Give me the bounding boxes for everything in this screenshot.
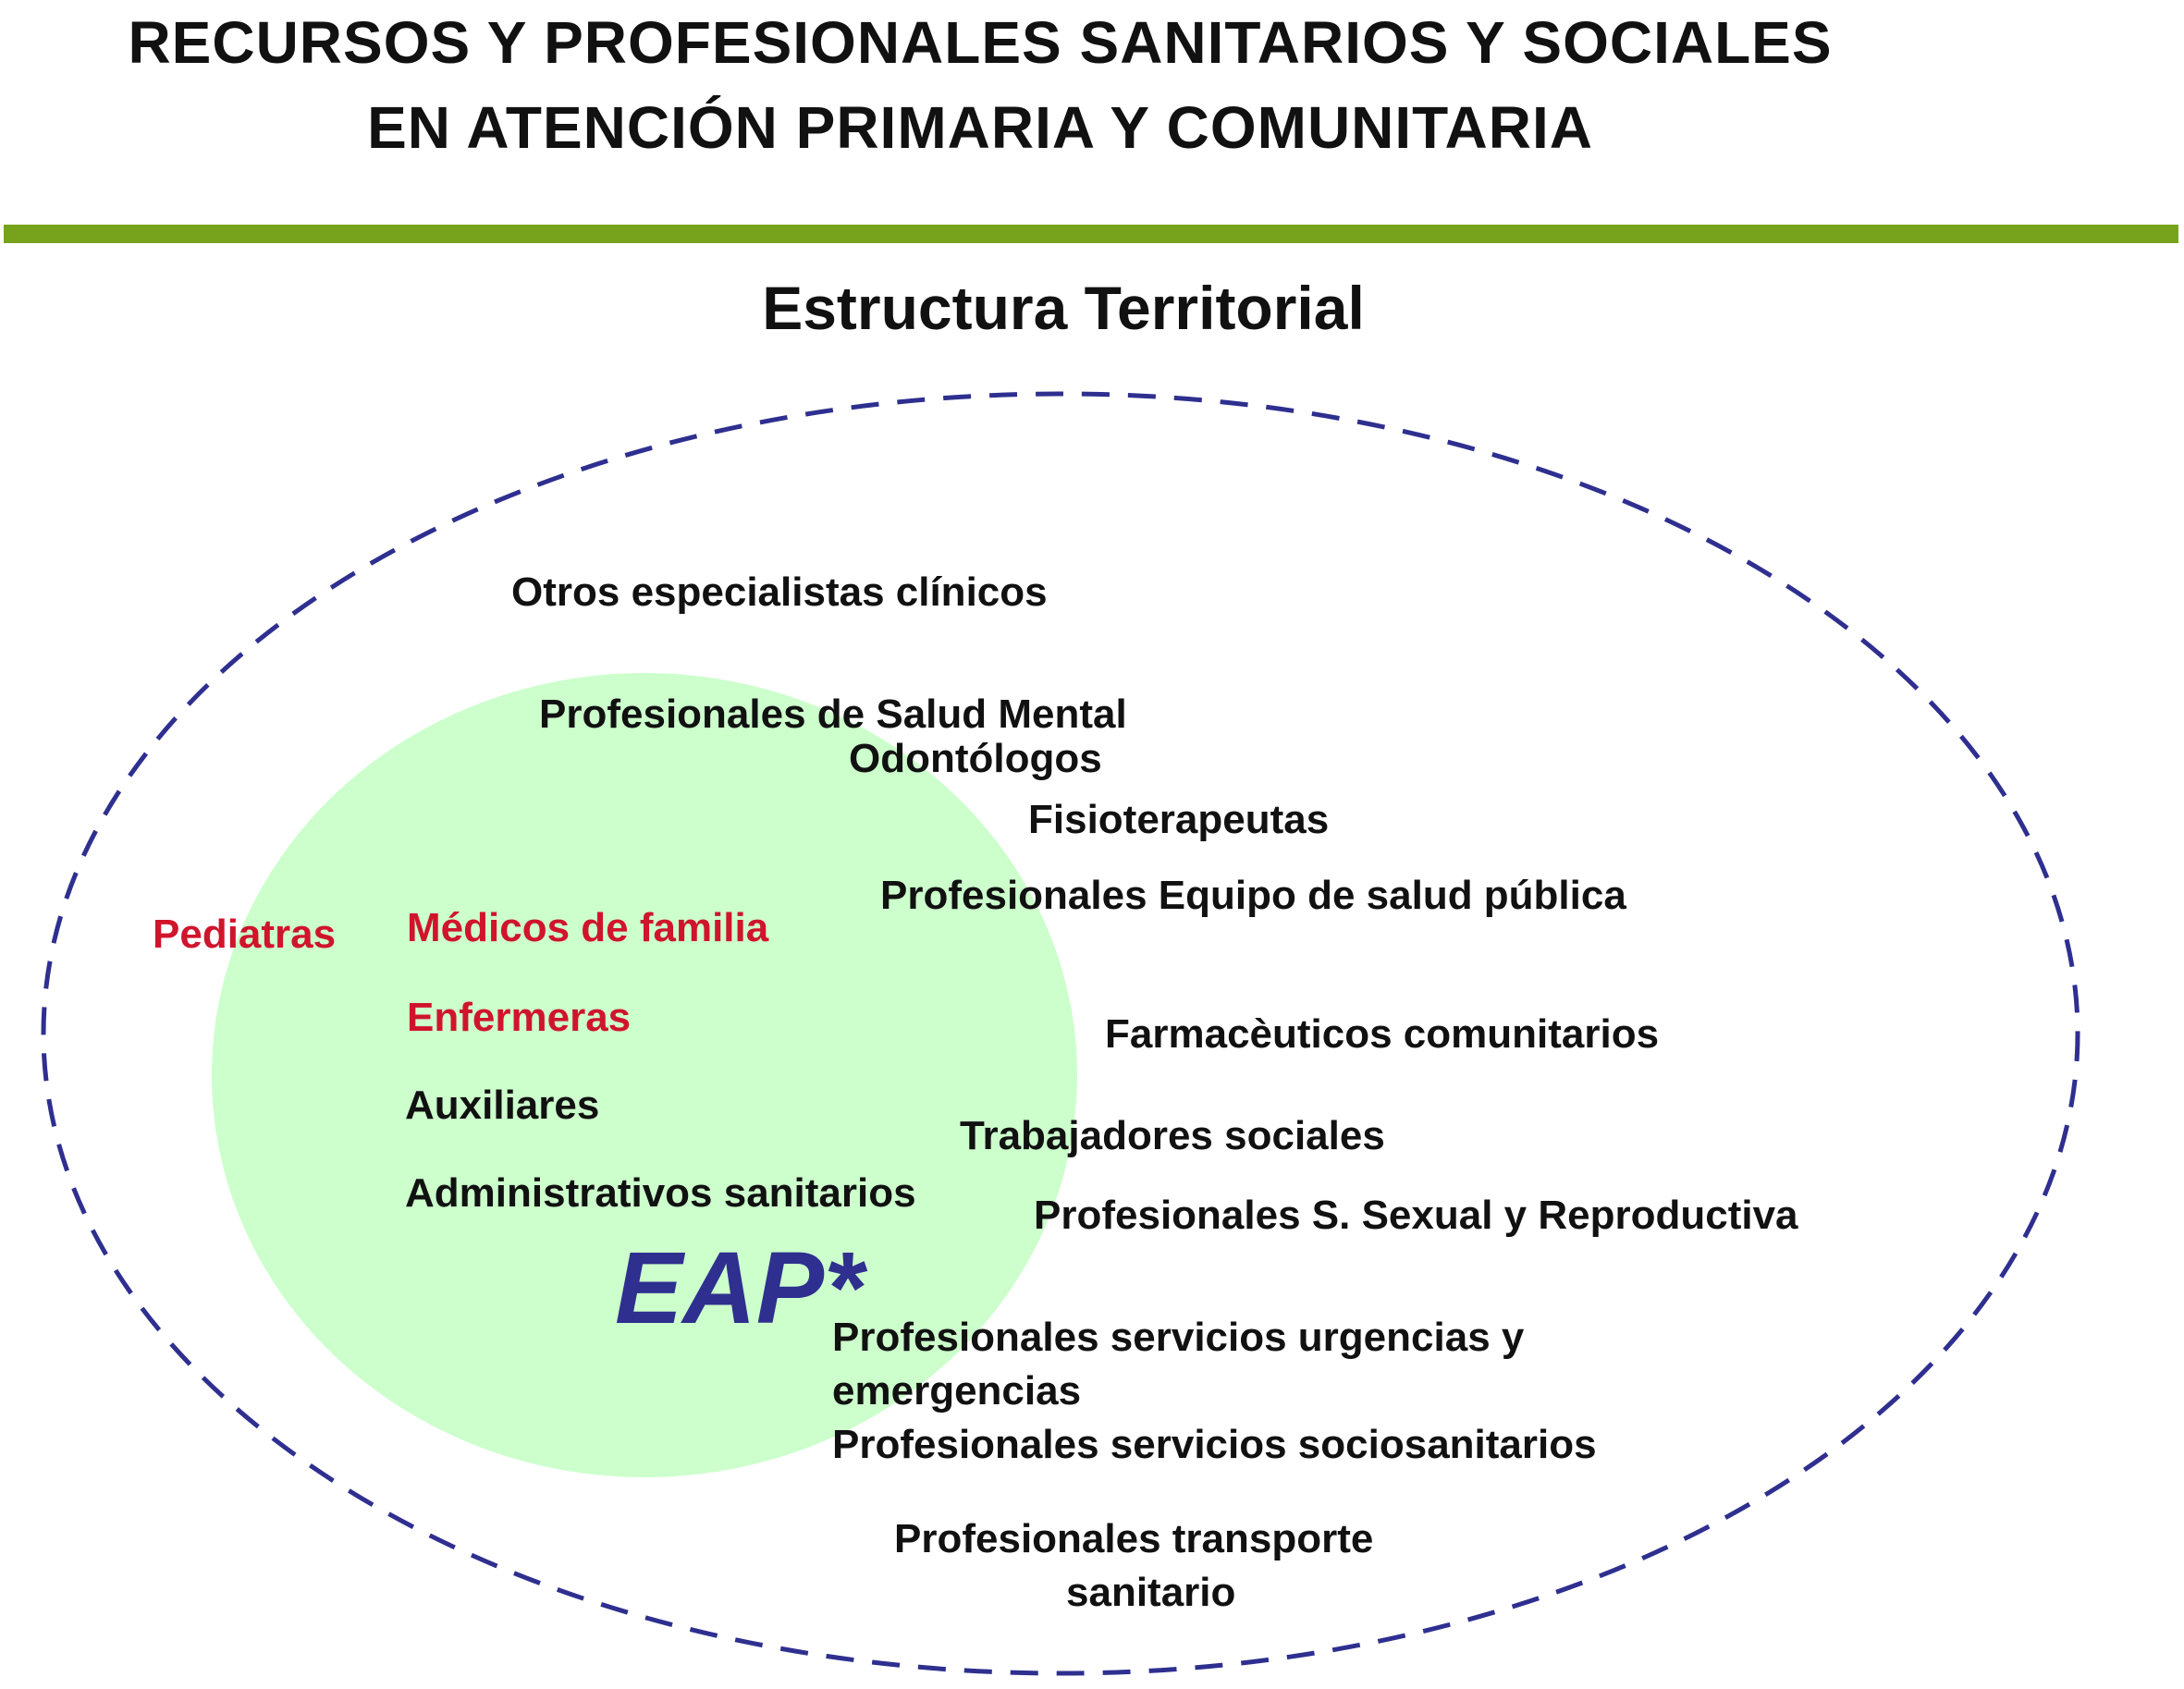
label-odontologos: Odontólogos bbox=[849, 736, 1102, 781]
label-auxiliares: Auxiliares bbox=[405, 1083, 600, 1128]
label-pediatras: Pediatras bbox=[153, 912, 337, 957]
label-otros-especialistas: Otros especialistas clínicos bbox=[511, 569, 1048, 615]
label-urgencias-line1: Profesionales servicios urgencias y bbox=[832, 1315, 1525, 1360]
label-administrativos: Administrativos sanitarios bbox=[405, 1170, 916, 1216]
title-line-1: RECURSOS Y PROFESIONALES SANITARIOS Y SOCIALES bbox=[128, 9, 1833, 76]
label-salud-mental: Profesionales de Salud Mental bbox=[539, 692, 1127, 737]
label-medicos-familia: Médicos de familia bbox=[407, 905, 769, 950]
label-trabajadores-sociales: Trabajadores sociales bbox=[960, 1113, 1385, 1158]
label-farmaceuticos: Farmacèuticos comunitarios bbox=[1105, 1011, 1660, 1057]
label-enfermeras: Enfermeras bbox=[407, 995, 632, 1040]
eap-label: EAP* bbox=[615, 1231, 864, 1345]
label-transporte-line2: sanitario bbox=[1066, 1570, 1236, 1615]
label-urgencias-line2: emergencias bbox=[832, 1368, 1082, 1414]
label-salud-publica: Profesionales Equipo de salud pública bbox=[880, 873, 1626, 918]
label-sociosanitarios: Profesionales servicios sociosanitarios bbox=[832, 1422, 1597, 1467]
label-sexual-reproductiva: Profesionales S. Sexual y Reproductiva bbox=[1034, 1193, 1798, 1238]
label-fisioterapeutas: Fisioterapeutas bbox=[1028, 797, 1330, 842]
title-line-2: EN ATENCIÓN PRIMARIA Y COMUNITARIA bbox=[367, 94, 1593, 161]
label-transporte-line1: Profesionales transporte bbox=[894, 1516, 1374, 1561]
diagram-subtitle: Estructura Territorial bbox=[762, 274, 1365, 342]
